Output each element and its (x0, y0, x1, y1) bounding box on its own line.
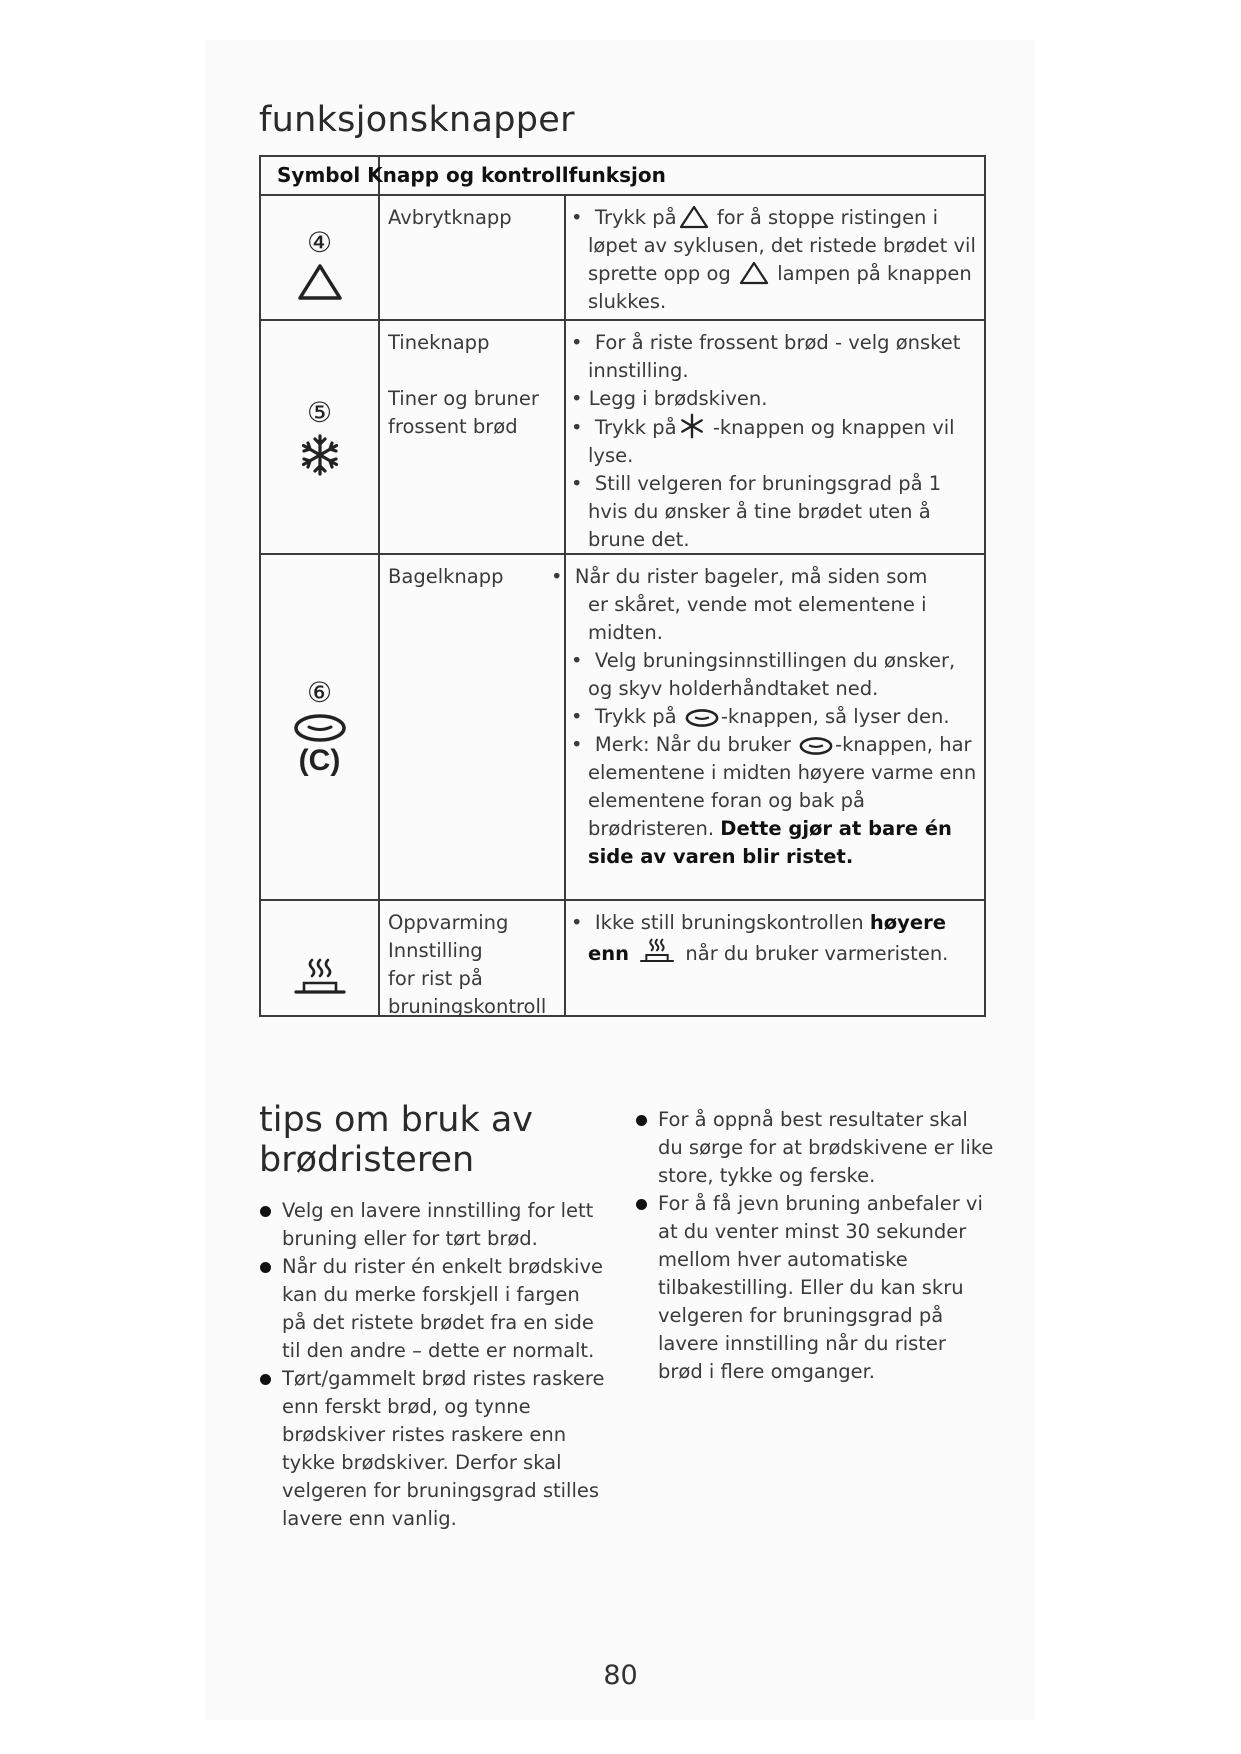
description-bullet: • Trykk på for å stoppe ristingen i løpet av syklusen, det ristede brødet vil sprette opp og lampen på knappen slukkes. (571, 206, 976, 313)
description-bullet: • Når du rister bageler, må siden som (551, 565, 928, 588)
list-item: Tørt/gammelt brød ristes raskere enn ferskt brød, og tynne brødskiver ristes raskere enn tykke brødskiver. Derfor skal velgeren for bruningsgrad stilles lavere enn vanlig. (260, 1365, 605, 1533)
control-name-cancel (388, 204, 568, 232)
list-item: For å få jevn bruning anbefaler vi at du venter minst 30 sekunder mellom hver automatiske tilbakestilling. Eller du kan skru velgeren for bruningsgrad på lavere innstilling når du rister brød i flere omganger. (636, 1190, 996, 1386)
description-bullet: • Merk: Når du bruker -knappen, har elementene i midten høyere varme enn elementene foran og bak på brødristeren. Dette gjør at bare én side av varen blir ristet. (571, 733, 977, 868)
description-bullet: • Trykk på -knappen, så lyser den. (571, 705, 950, 728)
description-bullet-continuation: er skåret, vende mot elementene i midten. (588, 593, 927, 644)
tips-title: tips om bruk av brødristeren (259, 1100, 534, 1180)
control-name-line: Bagelknapp (388, 565, 504, 588)
description-bullet: • Ikke still bruningskontrollen høyere enn når du bruker varmeristen. (571, 911, 949, 965)
table-column-divider (564, 194, 566, 1015)
callout-number: ⑥ (306, 676, 333, 709)
warming-rack-icon (290, 956, 350, 998)
symbol-cell-defrost (261, 397, 378, 477)
control-description-defrost (571, 329, 981, 554)
control-name-line: for rist på (388, 967, 483, 990)
table-header: Symbol Knapp og kontrollfunksjon (277, 163, 666, 187)
control-description-cancel (571, 204, 981, 316)
control-name-line: Avbrytknapp (388, 206, 512, 229)
symbol-cell-cancel (261, 227, 378, 301)
tips-list-left (260, 1197, 605, 1533)
callout-number: ⑤ (306, 396, 333, 429)
list-item: Velg en lavere innstilling for lett bruning eller for tørt brød. (260, 1197, 605, 1253)
list-item: For å oppnå best resultater skal du sørge for at brødskivene er like store, tykke og ferske. (636, 1106, 996, 1190)
warning-text: Dette gjør at bare én side av varen blir ristet. (588, 817, 952, 868)
description-bullet: • Legg i brødskiven. (571, 387, 768, 410)
table-row-divider (261, 319, 984, 321)
control-name-defrost (388, 329, 568, 441)
list-item: Når du rister én enkelt brødskive kan du merke forskjell i fargen på det ristete brødet fra en side til den andre – dette er normalt. (260, 1253, 605, 1365)
bagel-label: (C) (298, 744, 341, 777)
table-column-divider (378, 157, 380, 1015)
symbol-cell-warming (261, 952, 378, 998)
cancel-triangle-icon (679, 205, 709, 229)
control-name-line: Tineknapp (388, 331, 490, 354)
control-name-line: Innstilling (388, 939, 483, 962)
symbol-cell-bagel (261, 677, 378, 777)
table-row-divider (261, 899, 984, 901)
defrost-snowflake-icon (298, 433, 342, 477)
bagel-icon (685, 708, 719, 728)
description-bullet: • Trykk på -knappen og knappen vil lyse. (571, 413, 981, 470)
page-title: funksjonsknapper (259, 100, 575, 140)
warming-rack-icon (637, 937, 677, 965)
control-name-line: bruningskontroll (388, 995, 547, 1018)
tips-list-right (636, 1106, 996, 1386)
callout-number: ④ (306, 226, 333, 259)
function-table (259, 155, 986, 1017)
bagel-icon (293, 713, 347, 743)
cancel-triangle-icon (297, 263, 343, 301)
bagel-icon (799, 736, 833, 756)
table-header-divider (261, 194, 984, 196)
control-description-bagel (551, 563, 981, 871)
description-bullet: • Still velgeren for bruningsgrad på 1 hvis du ønsker å tine brødet uten å brune det. (571, 472, 942, 551)
defrost-snowflake-icon (679, 413, 705, 439)
control-name-line: Oppvarming (388, 911, 509, 934)
description-bullet: • For å riste frossent brød - velg ønsket innstilling. (571, 331, 961, 382)
control-description-warming (571, 909, 981, 968)
page-number: 80 (603, 1660, 638, 1691)
control-name-warming (388, 909, 568, 1021)
cancel-triangle-icon (739, 261, 769, 285)
description-bullet: • Velg bruningsinnstillingen du ønsker, og skyv holderhåndtaket ned. (571, 649, 956, 700)
control-name-line: Tiner og bruner frossent brød (388, 387, 539, 438)
